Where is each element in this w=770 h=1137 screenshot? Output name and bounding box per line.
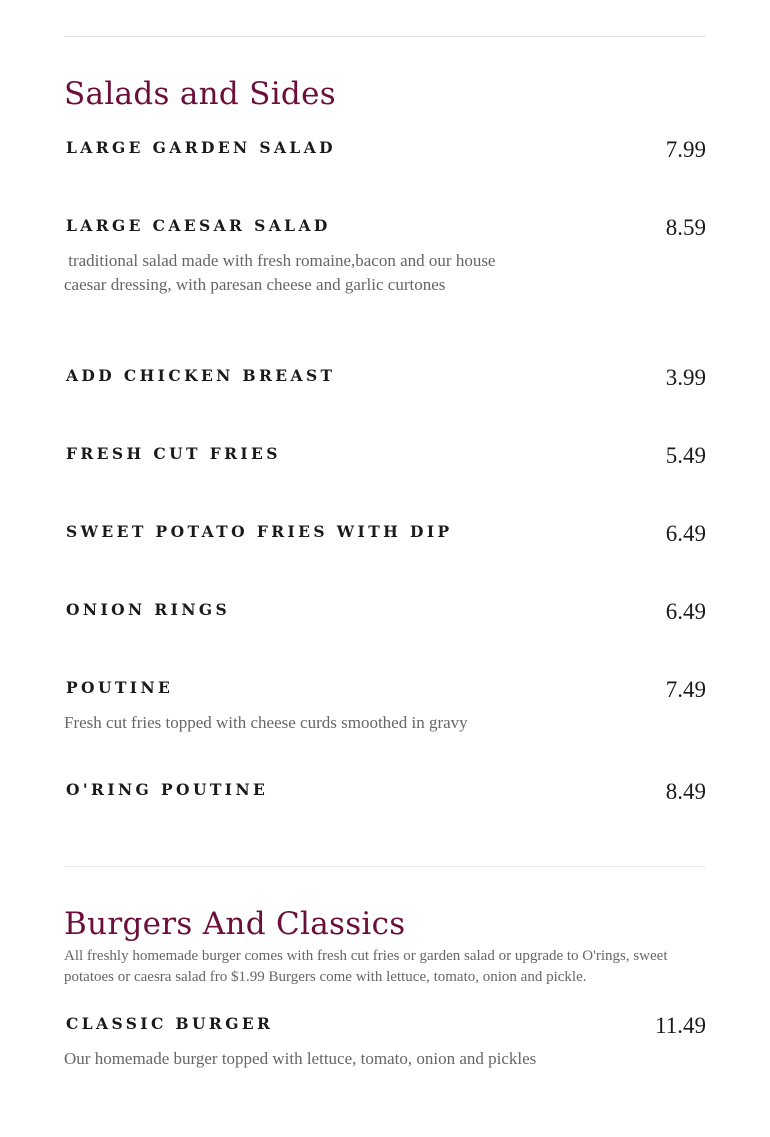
item-description: Our homemade burger topped with lettuce, tomato, onion and pickles: [64, 1049, 537, 1068]
menu-item: [64, 444, 706, 467]
item-name: ADD CHICKEN BREAST: [66, 366, 336, 385]
menu-item: [64, 600, 706, 623]
item-price: 7.49: [665, 677, 706, 702]
item-name: POUTINE: [66, 678, 174, 697]
item-price: 6.49: [665, 521, 706, 546]
item-name: LARGE GARDEN SALAD: [66, 138, 337, 157]
section-title: Burgers And Classics: [64, 906, 406, 942]
menu-item: [64, 366, 706, 389]
item-price: 8.59: [665, 215, 706, 240]
menu-item: [64, 678, 706, 735]
menu-item: [64, 1014, 706, 1071]
item-name: CLASSIC BURGER: [66, 1014, 274, 1033]
item-name: O'RING POUTINE: [66, 780, 269, 799]
section-description: All freshly homemade burger comes with fresh cut fries or garden salad or upgrade to O'rings, sweet potatoes or caesra salad fro $1.99 Burgers come with lettuce, tomato, onion and pickle.: [64, 948, 668, 985]
section-burgers-and-classics: [64, 906, 706, 988]
item-name: ONION RINGS: [66, 600, 231, 619]
item-price: 3.99: [665, 365, 706, 390]
item-price: 5.49: [665, 443, 706, 468]
item-description: traditional salad made with fresh romaine,bacon and our house caesar dressing, with paresan cheese and garlic curtones: [64, 251, 500, 294]
menu-item: [64, 780, 706, 803]
item-name: FRESH CUT FRIES: [66, 444, 281, 463]
top-divider: [64, 36, 706, 37]
menu-item: [64, 522, 706, 545]
item-name: LARGE CAESAR SALAD: [66, 216, 331, 235]
menu-item: [64, 216, 706, 297]
section-divider: [64, 866, 706, 867]
item-price: 11.49: [655, 1013, 706, 1038]
menu-item: [64, 138, 706, 161]
section-salads-and-sides: [64, 76, 706, 112]
item-description: Fresh cut fries topped with cheese curds smoothed in gravy: [64, 713, 468, 732]
item-price: 6.49: [665, 599, 706, 624]
item-price: 7.99: [665, 137, 706, 162]
section-title: Salads and Sides: [64, 76, 336, 112]
item-price: 8.49: [665, 779, 706, 804]
item-name: SWEET POTATO FRIES WITH DIP: [66, 522, 453, 541]
